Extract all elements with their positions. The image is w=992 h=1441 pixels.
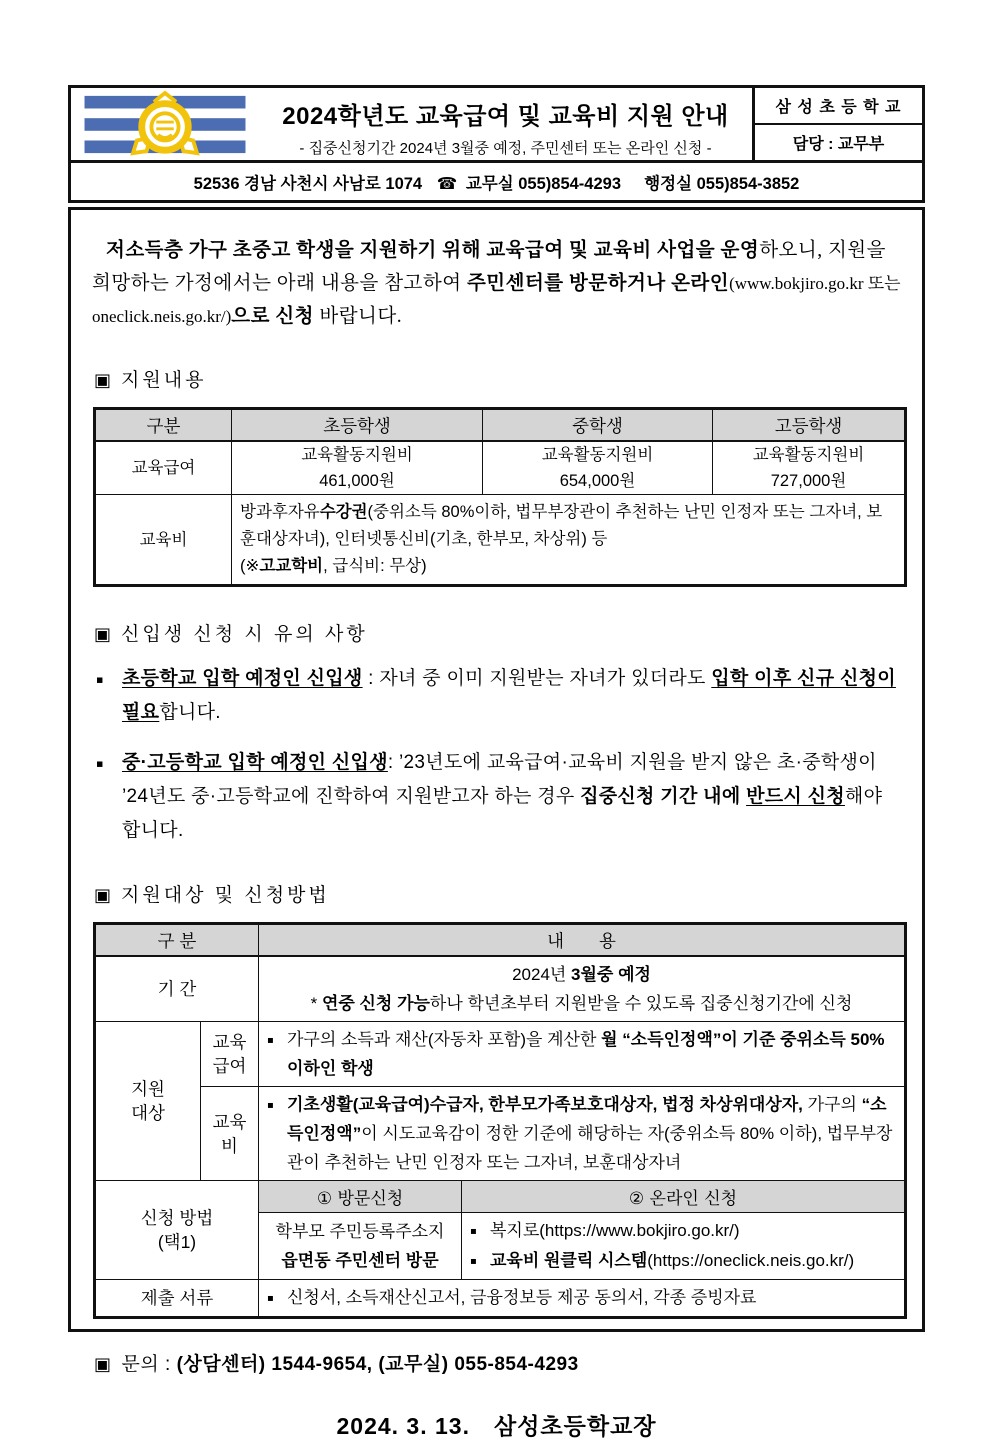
table-row-period — [95, 956, 906, 1022]
school-logo — [71, 88, 259, 160]
document-title: 2024학년도 교육급여 및 교육비 지원 안내 — [282, 103, 729, 130]
edu-fee-note: (※ — [240, 557, 260, 575]
intro-bold-1: 저소득층 가구 초중고 학생을 지원하기 위해 교육급여 및 교육비 사업을 운영 — [106, 240, 760, 261]
benefit-label-line: 급여 — [212, 1056, 247, 1076]
period-line1 — [267, 960, 896, 989]
bullet-icon: ▪ — [267, 1293, 274, 1304]
benefit-label-line: 교육 — [212, 1032, 247, 1052]
section-title-freshman-notes — [94, 619, 901, 646]
criteria-bold: 기초생활(교육급여)수급자, 한부모가족보호대상자, 법정 차상위대상자, — [287, 1095, 803, 1114]
note-plain: 합니다. — [159, 702, 221, 723]
t1-row2-label: 교육비 — [95, 495, 232, 586]
contact-numbers: (상담센터) 1544-9654, (교무실) 055-854-4293 — [176, 1354, 579, 1375]
benefit-amount: 461,000원 — [319, 472, 395, 490]
support-content-table — [93, 407, 907, 587]
edu-fee-bold: 수강권 — [319, 503, 368, 521]
criteria-bold: “소득인정액” — [287, 1095, 887, 1143]
benefit-name: 교육활동지원비 — [752, 446, 865, 464]
target-label-line: 지원 — [131, 1079, 165, 1099]
note-text — [122, 746, 901, 848]
section-marker-icon: ▣ — [94, 624, 112, 645]
period-text: 2024년 — [512, 965, 572, 984]
intro-bold-2: 주민센터를 방문하거나 온라인 — [466, 273, 730, 294]
header-right-box — [752, 88, 922, 160]
docs-content — [259, 1280, 906, 1318]
t1-row1-middle — [483, 441, 713, 495]
table-row-apply-header — [95, 1181, 906, 1213]
note-emphasis: 초등학교 입학 예정인 신입생 — [122, 668, 363, 689]
admin-phone: 행정실 055)854-3852 — [644, 175, 800, 193]
apply-label-line: 신청 방법 — [140, 1208, 214, 1228]
period-content — [259, 956, 906, 1022]
address-bar — [71, 160, 922, 200]
benefit-name: 교육활동지원비 — [541, 446, 654, 464]
table-row-target-benefit — [95, 1022, 906, 1087]
school-address: 52536 경남 사천시 사남로 1074 — [193, 175, 423, 193]
table-row-documents — [95, 1280, 906, 1318]
online-link-oneclick — [490, 1246, 896, 1276]
contact-prefix: 문의 : — [121, 1354, 177, 1375]
section-title-text: 지원내용 — [121, 370, 207, 391]
edu-fee-text: 방과후자유 — [240, 503, 320, 521]
target-fee-content — [259, 1087, 906, 1181]
t1-row1-elementary — [232, 441, 483, 495]
bullet-icon: ▪ — [267, 1100, 274, 1111]
document-body — [68, 207, 925, 1439]
fee-label-line: 교육 — [212, 1111, 247, 1132]
document-subtitle: - 집중신청기간 2024년 3월중 예정, 주민센터 또는 온라인 신청 - — [299, 140, 712, 157]
docs-label: 제출 서류 — [95, 1280, 259, 1318]
t1-header-middle: 중학생 — [483, 409, 713, 442]
target-benefit-label — [201, 1022, 259, 1087]
note-emphasis: 중·고등학교 입학 예정인 신입생 — [122, 752, 388, 773]
apply-visit-content — [259, 1213, 462, 1280]
bullet-icon: ▪ — [267, 1035, 274, 1046]
period-text: 하나 학년초부터 지원받을 수 있도록 집중신청기간에 신청 — [429, 994, 853, 1013]
document-header — [68, 85, 925, 203]
contact-line — [94, 1349, 901, 1376]
online-system-name: 교육비 원클릭 시스템 — [490, 1251, 648, 1270]
section-title-support-content — [94, 365, 901, 392]
t1-row1-high — [713, 441, 906, 495]
apply-visit-header: ① 방문신청 — [259, 1181, 462, 1213]
benefit-criteria — [287, 1025, 896, 1083]
note-elementary-freshman — [96, 662, 901, 730]
period-label: 기 간 — [95, 956, 259, 1022]
header-top-row — [71, 88, 922, 160]
intro-urls: (www.bokjiro.go.kr 또는 oneclick.neis.go.kr/) — [92, 274, 901, 326]
period-text: * — [310, 994, 322, 1013]
t2-header-content: 내 용 — [259, 924, 906, 957]
bullet-icon: ▪ — [470, 1256, 477, 1267]
target-fee-label — [201, 1087, 259, 1181]
section-marker-icon: ▣ — [94, 1354, 112, 1375]
t1-header-high: 고등학생 — [713, 409, 906, 442]
target-label-line: 대상 — [131, 1103, 165, 1123]
t1-row1-label: 교육급여 — [95, 441, 232, 495]
school-emblem-icon — [81, 92, 249, 156]
table-row-target-fee — [95, 1087, 906, 1181]
note-text — [122, 662, 901, 730]
t2-header-category: 구 분 — [95, 924, 259, 957]
table-row — [95, 495, 906, 586]
apply-online-header: ② 온라인 신청 — [462, 1181, 906, 1213]
target-benefit-content — [259, 1022, 906, 1087]
school-name: 삼 성 초 등 학 교 — [755, 88, 922, 125]
section-title-text: 지원대상 및 신청방법 — [121, 885, 330, 906]
note-emphasis: 반드시 신청 — [746, 786, 845, 807]
t1-row2-content — [232, 495, 906, 586]
phone-icon: ☎ — [436, 174, 458, 193]
docs-list: 신청서, 소득재산신고서, 금융정보등 제공 동의서, 각종 증빙자료 — [287, 1288, 757, 1307]
period-bold: 3월중 예정 — [571, 965, 651, 984]
t1-header-elementary: 초등학생 — [232, 409, 483, 442]
apply-online-content — [462, 1213, 906, 1280]
benefit-name: 교육활동지원비 — [301, 446, 413, 464]
note-plain: : ’23년도에 교육급여·교육비 지원을 받지 않은 초·중학생이 ’24년도 중·고등학교에 진학하여 지원받고자 하는 경우 — [122, 752, 877, 807]
period-bold: 연중 신청 가능 — [321, 994, 430, 1013]
section-marker-icon: ▣ — [94, 370, 112, 391]
office-phone: 교무실 055)854-4293 — [465, 175, 621, 193]
criteria-text: 이 시도교육감이 정한 기준에 해당하는 자(중위소득 80% 이하), 법무부장관이 추천하는 난민 인정자 또는 그자녀, 보훈대상자녀 — [287, 1124, 893, 1172]
criteria-text: 가구의 소득과 재산(자동차 포함)을 계산한 — [287, 1030, 602, 1049]
section-title-target-method — [94, 880, 901, 907]
benefit-amount: 727,000원 — [770, 472, 847, 490]
edu-fee-note-bold: 고교학비 — [259, 557, 324, 575]
intro-text-2: 바랍니다. — [314, 306, 403, 327]
period-line2 — [267, 989, 896, 1018]
online-system-url: (https://oneclick.neis.go.kr/) — [647, 1251, 855, 1270]
t1-header-category: 구분 — [95, 409, 232, 442]
intro-text-1: 하오니, 지원을 희망하는 가정에서는 아래 내용을 참고하여 — [92, 240, 886, 294]
section-title-text: 신입생 신청 시 유의 사항 — [121, 624, 368, 645]
title-block — [259, 88, 752, 160]
intro-bold-3: 으로 신청 — [231, 306, 314, 327]
edu-fee-text: (중위소득 80%이하, 법무부장관이 추천하는 난민 인정자 또는 그자녀, 보훈대상자녀), 인터넷통신비(기초, 한부모, 차상위) 등 — [240, 503, 883, 548]
note-bold: 집중신청 기간 내에 — [580, 786, 747, 807]
date-and-signature: 2024. 3. 13. 삼성초등학교장 — [336, 1413, 657, 1439]
bullet-icon: ▪ — [96, 757, 104, 770]
bullet-icon: ▪ — [470, 1226, 477, 1237]
online-link-bokjiro: 복지로(https://www.bokjiro.go.kr/) — [490, 1221, 740, 1240]
fee-criteria — [287, 1090, 896, 1177]
target-label — [95, 1022, 201, 1181]
apply-label — [95, 1181, 259, 1280]
visit-line-bold: 읍면동 주민센터 방문 — [281, 1251, 439, 1270]
criteria-text: 가구의 — [802, 1095, 862, 1114]
edu-fee-note: , 급식비: 무상) — [323, 557, 427, 575]
intro-paragraph — [92, 234, 901, 333]
note-secondary-freshman — [96, 746, 901, 848]
apply-label-line: (택1) — [157, 1232, 197, 1252]
target-method-table — [93, 922, 907, 1319]
fee-label-line: 비 — [221, 1135, 238, 1156]
note-plain: 해야 합니다. — [122, 786, 883, 841]
visit-line: 학부모 주민등록주소지 — [275, 1222, 445, 1241]
benefit-amount: 654,000원 — [559, 472, 636, 490]
table-row — [95, 441, 906, 495]
bullet-icon: ▪ — [96, 673, 104, 686]
manager-label: 담당 : 교무부 — [792, 136, 885, 153]
note-plain: : 자녀 중 이미 지원받는 자녀가 있더라도 — [362, 668, 712, 689]
criteria-bold: 월 “소득인정액”이 기준 중위소득 50% 이하인 학생 — [287, 1030, 885, 1078]
section-marker-icon: ▣ — [94, 885, 112, 906]
note-emphasis: 입학 이후 신규 신청이 필요 — [122, 668, 896, 723]
